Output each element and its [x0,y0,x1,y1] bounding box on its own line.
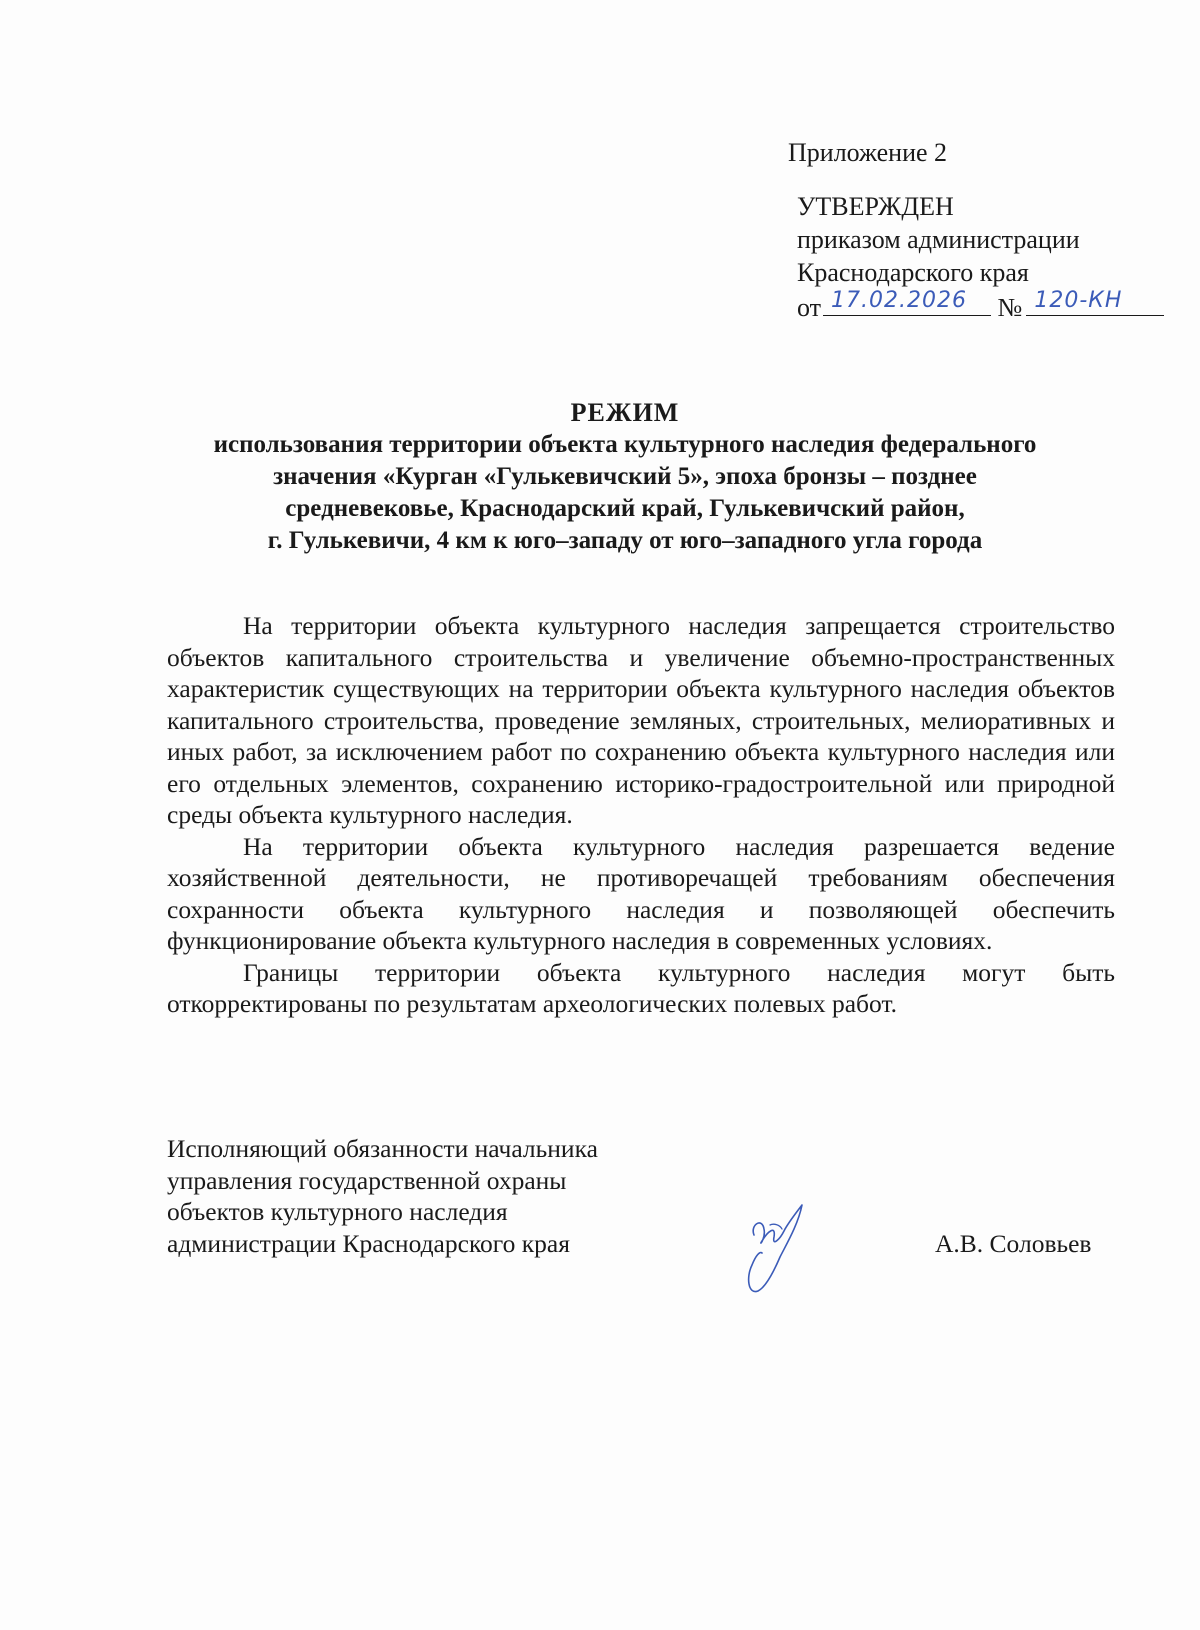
title-line-3: средневековье, Краснодарский край, Гулькевичский район, [285,495,965,522]
position-line-1: Исполняющий обязанности начальника [167,1134,598,1163]
handwritten-number-field [1026,289,1164,316]
paragraph-boundaries: Границы территории объекта культурного наследия могут быть откорректированы по результатам археологических полевых работ. [167,957,1115,1018]
paragraph-prohibition: На территории объекта культурного наследия запрещается строительство объектов капитального строительства и увеличение объемно-пространственных характеристик существующих на территории объекта культурного наследия объектов капитального строительства, проведение земляных, строительных, мелиоративных и иных работ, за исключением работ по сохранению объекта культурного наследия или его отдельных элементов, сохранению историко-градостроительной или природной среды объекта культурного наследия. [167,611,1115,829]
handwritten-date-field [823,289,991,316]
handwritten-date: 17.02.2026 [831,288,967,313]
date-prefix: от [797,293,822,322]
approval-line-2: Краснодарского края [797,258,1029,287]
approved-label: УТВЕРЖДЕН [797,192,954,221]
document-body [167,610,1115,1020]
paragraph-permission: На территории объекта культурного наследия разрешается ведение хозяйственной деятельности, не противоречащей требованиям обеспечения сохранности объекта культурного наследия и позволяющей обеспечить функционирование объекта культурного наследия в современных условиях. [167,831,1115,955]
handwritten-number: 120-КН [1034,288,1123,313]
approval-line-1: приказом администрации [797,225,1080,254]
handwritten-signature [740,1195,830,1305]
title-line-2: значения «Курган «Гулькевичский 5», эпоха бронзы – позднее [273,463,977,490]
title-main: РЕЖИМ [570,398,680,427]
document-title [140,397,1110,557]
signer-name: А.В. Соловьев [935,1229,1092,1258]
approval-date-number-line [797,289,1164,324]
position-line-3: объектов культурного наследия [167,1197,508,1226]
position-line-4: администрации Краснодарского края [167,1228,570,1258]
approval-stamp [797,190,1164,324]
number-prefix: № [997,293,1023,322]
title-line-1: использования территории объекта культурного наследия федерального [213,431,1037,458]
signatory-position [167,1133,598,1259]
title-line-4: г. Гулькевичи, 4 км к юго–западу от юго–западного угла города [267,527,983,554]
position-line-2: управления государственной охраны [167,1165,567,1195]
attachment-label: Приложение 2 [788,138,948,167]
